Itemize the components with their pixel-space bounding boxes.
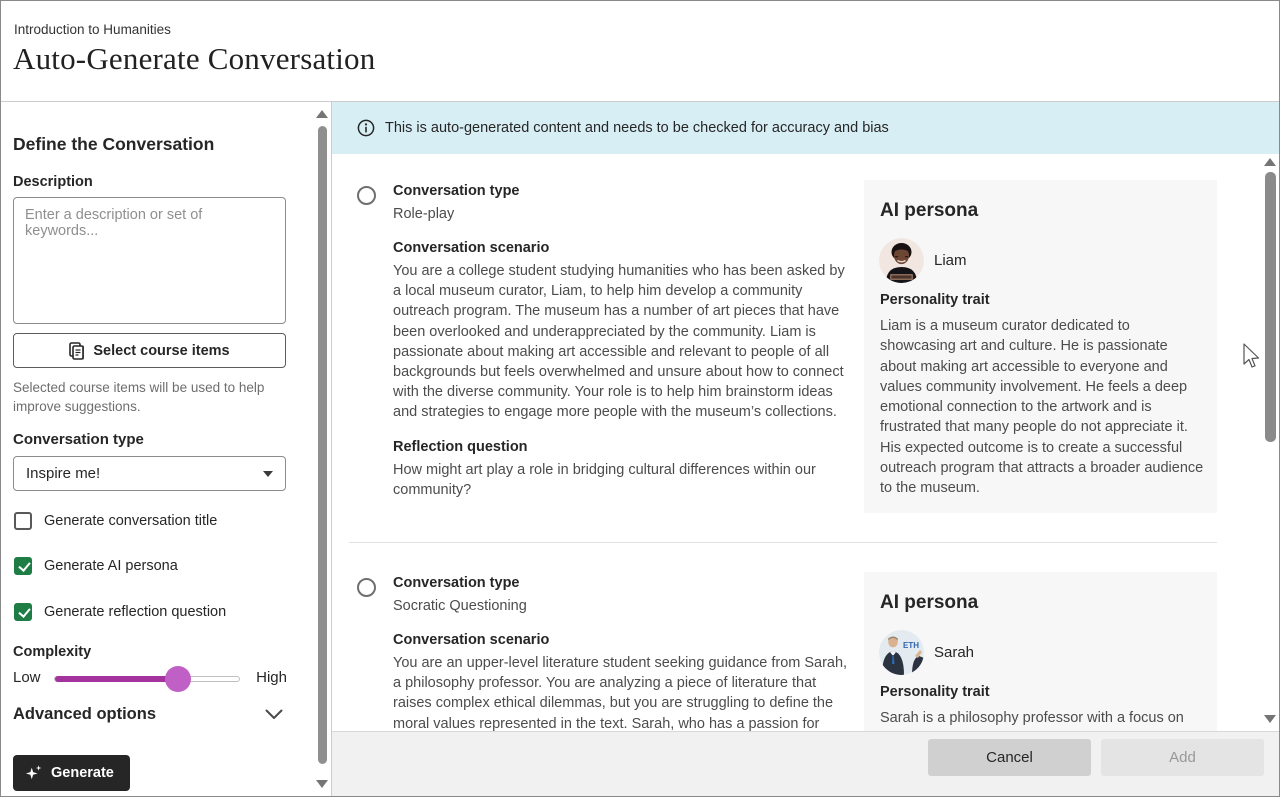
scroll-down-icon[interactable]: [316, 780, 328, 788]
content-scrollbar-thumb[interactable]: [1265, 172, 1276, 442]
checkbox-label: Generate conversation title: [44, 513, 218, 529]
conversation-type-label: Conversation type: [13, 431, 144, 448]
description-label: Description: [13, 174, 93, 190]
course-items-helper-text: Selected course items will be used to help improve suggestions.: [13, 380, 265, 414]
checkbox-checked-icon[interactable]: [14, 557, 32, 575]
sidebar-scrollbar[interactable]: [316, 108, 329, 790]
content-scrollbar[interactable]: [1264, 154, 1278, 731]
select-caret-icon: [263, 471, 273, 477]
select-course-items-button[interactable]: [13, 333, 286, 368]
scenario-text: You are a college student studying humanities who has been asked by a local museum curator, Liam, to help him develop a community outreach program. The museum has a number of art pieces that have been overlooked and underappreciated by the community. Liam is passionate about making art accessible and relevant to people of all backgrounds but feels overwhelmed and unsure about how to connect with the diverse community. Your role is to help him brainstorm ideas and strategies to engage more people with the museum’s collections.: [393, 263, 845, 421]
persona-name: Liam: [934, 252, 967, 269]
complexity-track[interactable]: [54, 676, 240, 682]
option-2-radio[interactable]: [357, 578, 376, 597]
breadcrumb: Introduction to Humanities: [14, 22, 171, 37]
dialog-footer: [332, 731, 1279, 796]
add-button[interactable]: Add: [1101, 739, 1264, 776]
liam-avatar: [879, 238, 924, 283]
conversation-type-select[interactable]: [13, 456, 286, 491]
checkbox-label: Generate reflection question: [44, 604, 227, 620]
ai-content-banner: [332, 102, 1279, 154]
suggestions-panel: [332, 102, 1279, 796]
conversation-type-value: Inspire me!: [26, 465, 101, 482]
trait-text: Sarah is a philosophy professor with a focus on: [880, 710, 1184, 726]
sarah-avatar: [879, 630, 924, 675]
page-title: Auto-Generate Conversation: [13, 41, 376, 76]
course-items-icon: [69, 342, 85, 360]
reflection-heading: Reflection question: [393, 439, 528, 455]
persona-heading: AI persona: [880, 592, 979, 613]
complexity-thumb[interactable]: [165, 666, 191, 692]
sidebar-scrollbar-thumb[interactable]: [318, 126, 327, 764]
svg-text:ETH: ETH: [903, 641, 919, 650]
conversation-type-heading: Conversation type: [393, 183, 520, 199]
scenario-text: You are an upper-level literature student seeking guidance from Sarah, a philosophy professor. You are analyzing a piece of literature that raises complex ethical dilemmas, but you are struggling to define the moral values represented in the text. Sarah, who has a passion for: [393, 655, 848, 731]
info-icon: [357, 119, 375, 137]
trait-heading: Personality trait: [880, 292, 990, 308]
define-conversation-panel: [1, 102, 332, 796]
persona-card-liam: [864, 180, 1217, 513]
scroll-down-icon[interactable]: [1264, 715, 1276, 723]
scenario-heading: Conversation scenario: [393, 632, 550, 648]
checkbox-label: Generate AI persona: [44, 558, 178, 574]
banner-text: This is auto-generated content and needs to be checked for accuracy and bias: [385, 120, 889, 136]
conversation-type-value: Socratic Questioning: [393, 598, 527, 614]
conversation-type-heading: Conversation type: [393, 575, 520, 591]
generate-title-checkbox[interactable]: [14, 512, 217, 530]
dialog-body: [1, 101, 1279, 796]
cancel-button[interactable]: Cancel: [928, 739, 1091, 776]
option-1-radio[interactable]: [357, 186, 376, 205]
options-divider: [349, 542, 1217, 543]
complexity-low-label: Low: [13, 669, 41, 686]
persona-heading: AI persona: [880, 200, 979, 221]
sparkle-icon: [25, 764, 43, 782]
chevron-down-icon: [265, 709, 283, 720]
persona-card-sarah: [864, 572, 1217, 731]
complexity-label: Complexity: [13, 644, 92, 660]
trait-heading: Personality trait: [880, 684, 990, 700]
complexity-high-label: High: [256, 669, 287, 686]
scroll-up-icon[interactable]: [316, 110, 328, 118]
persona-name: Sarah: [934, 644, 975, 661]
generate-persona-checkbox[interactable]: [14, 557, 178, 575]
checkbox-checked-icon[interactable]: [14, 603, 32, 621]
select-course-items-label: Select course items: [93, 342, 230, 359]
advanced-options-toggle[interactable]: [13, 705, 289, 724]
trait-text: Liam is a museum curator dedicated to showcasing art and culture. He is passionate about making art accessible to everyone and values community involvement. He feels a deep emotional connection to the artwork and is frustrated that many people do not appreciate it. His expected outcome is to create a successful outreach program that attracts a broader audience to the museum.: [880, 318, 1204, 497]
complexity-fill: [55, 676, 178, 682]
conversation-type-value: Role-play: [393, 206, 455, 222]
reflection-text: How might art play a role in bridging cultural differences within our community?: [393, 462, 816, 499]
panel-heading: Define the Conversation: [13, 134, 215, 154]
generate-label: Generate: [51, 765, 114, 781]
checkbox-icon[interactable]: [14, 512, 32, 530]
scenario-heading: Conversation scenario: [393, 240, 550, 256]
description-input[interactable]: [13, 197, 286, 324]
generate-button[interactable]: [13, 755, 130, 791]
suggestions-scroll-area: [332, 154, 1279, 731]
generate-reflection-checkbox[interactable]: [14, 603, 226, 621]
scroll-up-icon[interactable]: [1264, 158, 1276, 166]
dialog-header: [1, 1, 1279, 101]
complexity-slider: [13, 662, 289, 694]
advanced-options-label: Advanced options: [13, 705, 157, 723]
